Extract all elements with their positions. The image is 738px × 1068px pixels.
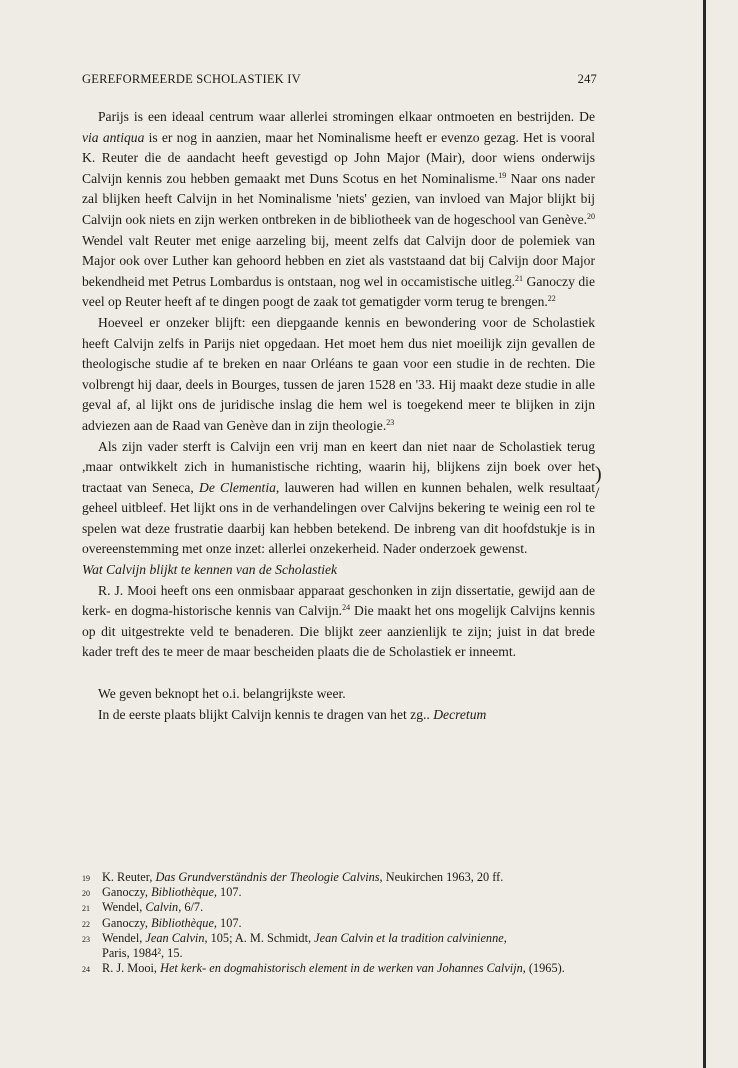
footnotes xyxy=(82,870,595,976)
footnote-ref-24: 24 xyxy=(342,603,351,613)
paragraph-4 xyxy=(82,581,595,663)
footnote-number: 23 xyxy=(82,934,90,944)
italic-run: Bibliothèque, xyxy=(151,885,217,900)
footnote-19 xyxy=(82,870,595,885)
margin-bracket-mark: ) xyxy=(595,463,602,485)
footnote-number: 21 xyxy=(82,904,90,914)
text-run: 105; A. M. Schmidt, xyxy=(207,930,315,945)
footnote-21 xyxy=(82,900,595,915)
text-run: Wendel valt Reuter met enige aarzeling bij, meent zelfs dat Calvijn door de polemiek van Major ook over Luther kan gehoord hebben en ziet als vaststaand dat bij Calvijn door Major bekendheid met Petrus Lombardus is ontstaan, nog wel in occamistische uitleg. xyxy=(82,232,595,289)
italic-run: De Clementia, xyxy=(199,479,280,495)
paragraph-5: We geven beknopt het o.i. belangrijkste weer. xyxy=(98,686,346,702)
footnote-ref-19: 19 xyxy=(498,170,507,180)
text-run: 107. xyxy=(216,885,242,900)
footnote-24 xyxy=(82,961,595,976)
footnote-number: 19 xyxy=(82,874,90,883)
text-run: Naar ons nader zal blijken heeft Calvijn in het Nominalisme 'niets' gezien, van invloed van Major blijkt bij Calvijn ook niets en zijn werken ontbreken in de bibliotheek van de hogeschool van Genève. xyxy=(82,170,595,227)
text-run: 107. xyxy=(216,915,242,930)
italic-run: Jean Calvin, xyxy=(145,930,208,945)
text-run: Ganoczy die veel op Reuter heeft af te dingen poogt de zaak tot gematigder vorm terug te brengen. xyxy=(82,273,595,310)
text-run: K. Reuter, xyxy=(102,870,156,884)
body-text xyxy=(82,107,595,725)
italic-run: Decretum xyxy=(433,706,487,722)
footnote-20 xyxy=(82,885,595,900)
running-header xyxy=(82,72,595,90)
text-run: R. J. Mooi, xyxy=(102,961,161,976)
text-run: Als zijn vader sterft is Calvijn een vrij man en keert dan niet naar de Scholastiek terug ,maar ontwikkelt zich in humanistische richting, waarin hij, blijkens zijn boek over het tractaat van Seneca, xyxy=(82,438,595,495)
text-run: (1965). xyxy=(525,961,565,976)
text-run: Ganoczy, xyxy=(102,915,152,930)
italic-run: via antiqua xyxy=(82,129,145,145)
paragraph-2 xyxy=(82,313,595,437)
section-heading: Wat Calvijn blijkt te kennen van de Scholastiek xyxy=(82,562,338,578)
text-run: R. J. Mooi heeft ons een onmisbaar apparaat geschonken in zijn dissertatie, gewijd aan de kerk- en dogma-historische kennis van Calvijn. xyxy=(82,582,595,619)
italic-run: Het kerk- en dogmahistorisch element in de werken van Johannes Calvijn, xyxy=(160,961,526,976)
margin-tick-mark: / xyxy=(595,485,600,502)
text-run: Wendel, xyxy=(102,930,146,945)
text-run: lauweren had willen en kunnen behalen, welk resultaat geheel uitbleef. Het lijkt ons in de verhandelingen over Calvijns bekering te weinig een rol te spelen wat deze frustratie daarbij kan hebben betekend. De inbreng van dit hoofdstukje is in overeenstemming met onze inzet: allerlei onzekerheid. Nader onderzoek gewenst. xyxy=(82,479,595,557)
italic-run: Jean Calvin et la tradition calvinienne, xyxy=(314,930,507,945)
italic-run: Bibliothèque, xyxy=(151,915,217,930)
paragraph-1 xyxy=(82,107,595,313)
text-run: is er nog in aanzien, maar het Nominalisme heeft er evenzo gezag. Het is vooral K. Reuter die de aandacht heeft gevestigd op John Major (Mair), door wiens onderwijs Calvijn kennis zou hebben gemaakt met Duns Scotus en het Nominalisme. xyxy=(82,129,595,186)
footnote-ref-22: 22 xyxy=(547,294,556,304)
page-number: 247 xyxy=(577,72,597,86)
paragraph-3 xyxy=(82,437,595,561)
text-run: 6/7. xyxy=(181,900,204,915)
footnote-ref-20: 20 xyxy=(587,211,595,221)
footnote-ref-21: 21 xyxy=(515,273,524,283)
paragraph-6 xyxy=(82,705,595,726)
page-edge xyxy=(703,0,706,1068)
text-run: Paris, 1984², 15. xyxy=(102,946,183,961)
footnote-22 xyxy=(82,916,595,931)
text-run: In de eerste plaats blijkt Calvijn kennis te dragen van het zg.. xyxy=(98,706,434,722)
text-run: Parijs is een ideaal centrum waar allerlei stromingen elkaar ontmoeten en bestrijden. De xyxy=(98,109,595,124)
footnote-ref-23: 23 xyxy=(386,417,395,427)
text-run: Die maakt het ons mogelijk Calvijns kennis op dit uitgestrekte veld te benaderen. Die blijkt zeer aanzienlijk te zijn; juist in dat brede kader treft des te meer de maar bescheiden plaats die de Scholastiek er inneemt. xyxy=(82,603,595,660)
italic-run: Calvin, xyxy=(145,900,182,915)
text-run: Wendel, xyxy=(102,900,146,915)
paragraph-gap xyxy=(82,663,595,684)
footnote-number: 20 xyxy=(82,889,90,899)
footnote-number: 22 xyxy=(82,919,90,929)
footnote-number: 24 xyxy=(82,965,90,975)
text-run: Ganoczy, xyxy=(102,885,152,900)
text-run: Hoeveel er onzeker blijft: een diepgaande kennis en bewondering voor de Scholastiek heeft Calvijn zelfs in Parijs niet opgedaan. Het moet hem dus niet moeilijk zijn gevallen de theologische studie af te breken en naar Orléans te gaan voor een studie in de rechten. Die volbrengt hij daar, deels in Bourges, tussen de jaren 1528 en '33. Hij maakt deze studie in alle geval af, al lijkt ons de juridische inslag die hem wel is toegekend meer te blijken in zijn adviezen aan de Raad van Genève dan in zijn theologie. xyxy=(82,314,595,433)
italic-run: Das Grundverständnis der Theologie Calvins, xyxy=(155,870,383,884)
running-head: GEREFORMEERDE SCHOLASTIEK IV xyxy=(82,72,301,86)
footnote-23 xyxy=(82,931,595,961)
text-run: Neukirchen 1963, 20 ff. xyxy=(382,870,504,884)
